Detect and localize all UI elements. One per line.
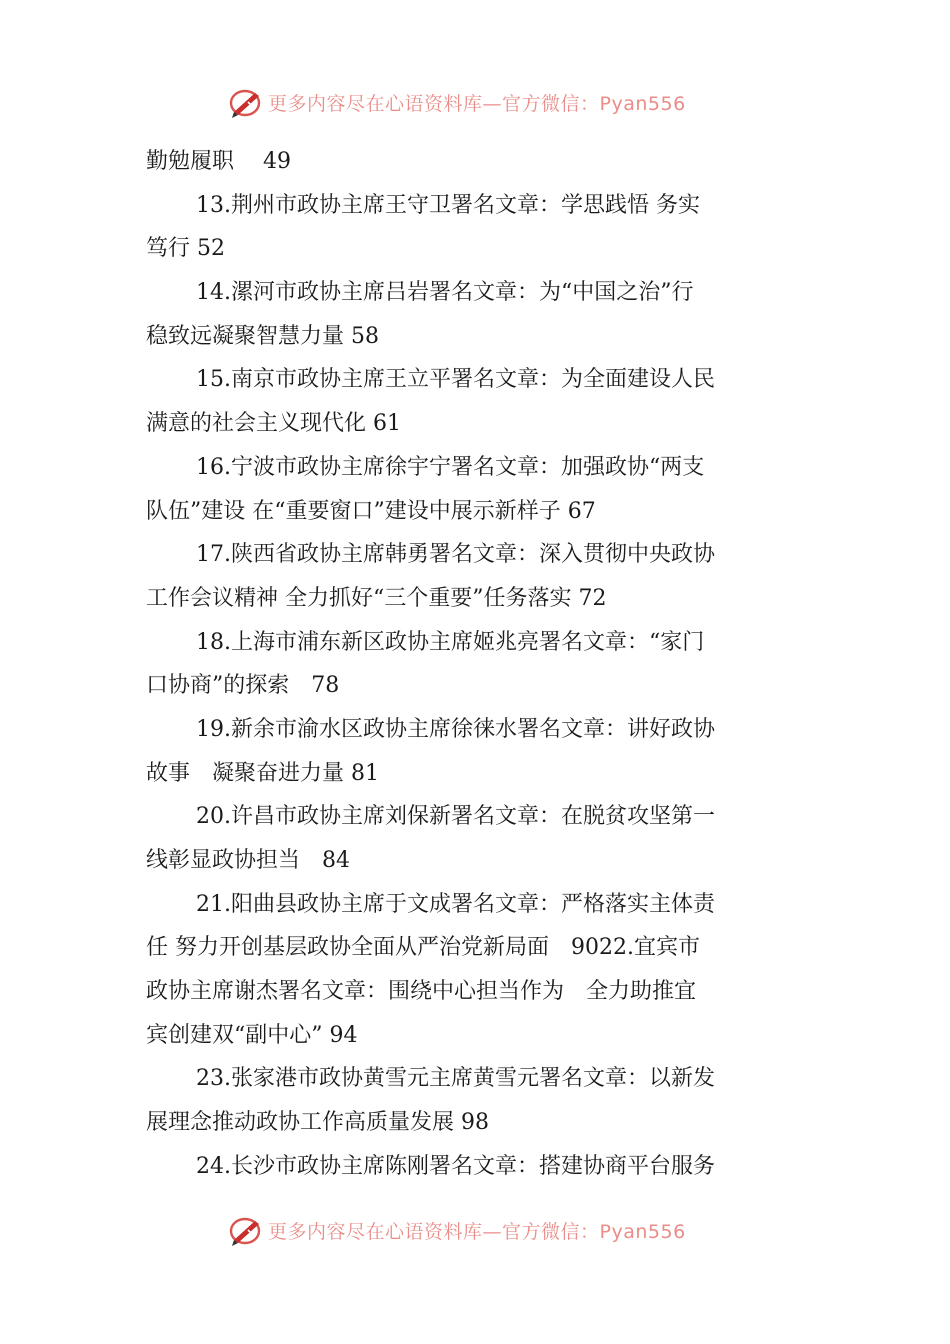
toc-line: 16.宁波市政协主席徐宇宁署名文章：加强政协“两支 xyxy=(196,454,705,480)
toc-line: 19.新余市渝水区政协主席徐徕水署名文章：讲好政协 xyxy=(196,716,715,742)
toc-line: 线彰显政协担当 84 xyxy=(146,848,350,873)
toc-line: 稳致远凝聚智慧力量 58 xyxy=(146,323,379,349)
toc-body xyxy=(146,140,806,1189)
toc-line: 15.南京市政协主席王立平署名文章：为全面建设人民 xyxy=(196,367,715,393)
toc-line: 工作会议精神 全力抓好“三个重要”任务落实 72 xyxy=(146,585,607,611)
footer-watermark xyxy=(0,1211,950,1251)
watermark-wechat-id: Pyan556 xyxy=(599,1221,686,1243)
toc-line: 故事 凝聚奋进力量 81 xyxy=(146,760,379,786)
pen-logo-icon xyxy=(228,1214,264,1248)
toc-line: 展理念推动政协工作高质量发展 98 xyxy=(146,1110,489,1136)
header-watermark xyxy=(0,83,950,123)
toc-line: 17.陕西省政协主席韩勇署名文章：深入贯彻中央政协 xyxy=(196,542,715,568)
toc-line: 20.许昌市政协主席刘保新署名文章：在脱贫攻坚第一 xyxy=(196,804,715,830)
toc-line: 满意的社会主义现代化 61 xyxy=(146,411,401,437)
toc-line: 笃行 52 xyxy=(146,236,225,262)
watermark-wechat-id: Pyan556 xyxy=(599,93,686,115)
toc-line: 21.阳曲县政协主席于文成署名文章：严格落实主体责 xyxy=(196,891,715,917)
toc-line: 23.张家港市政协黄雪元主席黄雪元署名文章：以新发 xyxy=(196,1066,715,1092)
toc-line: 18.上海市浦东新区政协主席姬兆亮署名文章：“家门 xyxy=(196,629,705,655)
toc-line: 24.长沙市政协主席陈刚署名文章：搭建协商平台服务 xyxy=(196,1153,715,1179)
toc-line: 宾创建双“副中心” 94 xyxy=(146,1022,358,1048)
toc-line: 任 努力开创基层政协全面从严治党新局面 9022.宜宾市 xyxy=(146,935,700,961)
toc-line: 13.荆州市政协主席王守卫署名文章：学思践悟 务实 xyxy=(196,192,700,218)
toc-line: 14.漯河市政协主席吕岩署名文章：为“中国之治”行 xyxy=(196,280,694,306)
watermark-text: 更多内容尽在心语资料库—官方微信： xyxy=(268,1221,600,1243)
toc-line: 口协商”的探索 78 xyxy=(146,673,340,699)
pen-logo-icon xyxy=(228,86,264,120)
toc-line: 勤勉履职 49 xyxy=(146,149,291,174)
watermark-text: 更多内容尽在心语资料库—官方微信： xyxy=(268,93,600,115)
toc-line: 队伍”建设 在“重要窗口”建设中展示新样子 67 xyxy=(146,498,596,524)
toc-line: 政协主席谢杰署名文章：围绕中心担当作为 全力助推宜 xyxy=(146,979,697,1005)
